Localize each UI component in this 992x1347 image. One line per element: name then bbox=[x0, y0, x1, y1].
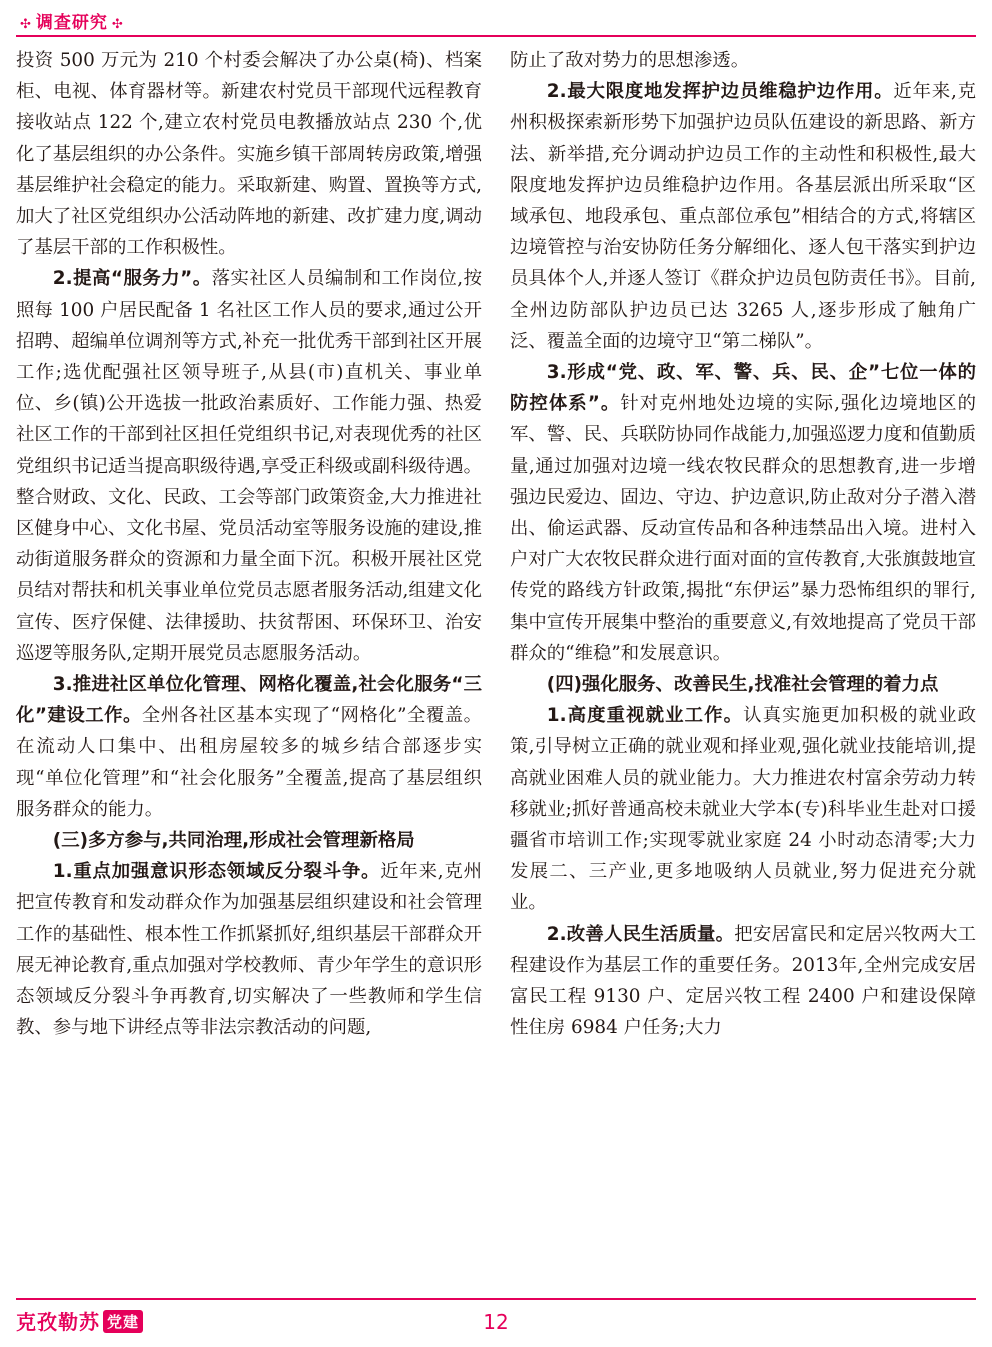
section-title bbox=[16, 8, 128, 33]
section-title-text: 调查研究 bbox=[35, 13, 108, 33]
paragraph: 防止了敌对势力的思想渗透。 bbox=[510, 50, 750, 71]
paragraph bbox=[16, 669, 482, 825]
header-rule bbox=[16, 35, 976, 37]
paragraph-heading: 2.提高“服务力”。 bbox=[52, 268, 212, 290]
journal-brand-name: 克孜勒苏 bbox=[16, 1310, 100, 1334]
left-column bbox=[16, 45, 482, 1260]
paragraph bbox=[16, 856, 482, 1043]
paragraph bbox=[16, 263, 482, 669]
paragraph-heading: 3.推进社区单位化管理、网格化覆盖,社会化服务“三化”建设工作。 bbox=[16, 674, 482, 727]
paragraph bbox=[510, 700, 976, 918]
ornament-icon: ✣ bbox=[111, 17, 124, 32]
paragraph bbox=[510, 76, 976, 357]
paragraph-heading: 3.形成“党、政、军、警、兵、民、企”七位一体的防控体系”。 bbox=[510, 362, 976, 415]
ornament-icon: ✣ bbox=[20, 17, 32, 32]
paragraph-body: 认真实施更加积极的就业政策,引导树立正确的就业观和择业观,强化就业技能培训,提高就业困难人员的就业能力。大力推进农村富余劳动力转移就业;抓好普通高校未就业大学本(专)科毕业生赴对口援疆省市培训工作;实现零就业家庭 24 小时动态清零;大力发展二、三产业,更多地吸纳人员就业,努力促进充分就业。 bbox=[510, 705, 976, 914]
right-column bbox=[510, 45, 976, 1260]
page-number: 12 bbox=[483, 1310, 509, 1334]
paragraph-body: 近年来,克州积极探索新形势下加强护边员队伍建设的新思路、新方法、新举措,充分调动护边员工作的主动性和积极性,最大限度地发挥护边员维稳护边作用。各基层派出所采取“区域承包、地段承包、重点部位承包”相结合的方式,将辖区边境管控与治安协防任务分解细化、逐人包干落实到护边员具体个人,并逐人签订《群众护边员包防责任书》。目前,全州边防部队护边员已达 3265 人,逐步形成了触角广泛、覆盖全面的边境守卫“第二梯队”。 bbox=[510, 81, 976, 352]
paragraph bbox=[510, 357, 976, 669]
paragraph-heading: 2.最大限度地发挥护边员维稳护边作用。 bbox=[546, 81, 894, 103]
section-heading: (四)强化服务、改善民生,找准社会管理的着力点 bbox=[546, 674, 939, 696]
paragraph-body: 全州各社区基本实现了“网格化”全覆盖。在流动人口集中、出租房屋较多的城乡结合部逐步实现“单位化管理”和“社会化服务”全覆盖,提高了基层组织服务群众的能力。 bbox=[16, 705, 482, 820]
paragraph bbox=[510, 919, 976, 1044]
journal-brand-tag: 党建 bbox=[103, 1310, 143, 1333]
paragraph-heading: 2.改善人民生活质量。 bbox=[546, 923, 735, 945]
paragraph-body: 针对克州地处边境的实际,强化边境地区的军、警、民、兵联防协同作战能力,加强巡逻力度和值勤质量,通过加强对边境一线农牧民群众的思想教育,进一步增强边民爱边、固边、守边、护边意识,防止敌对分子潜入潜出、偷运武器、反动宣传品和各种违禁品出入境。进村入户对广大农牧民群众进行面对面的宣传教育,大张旗鼓地宣传党的路线方针政策,揭批“东伊运”暴力恐怖组织的罪行,集中宣传开展集中整治的重要意义,有效地提高了党员干部群众的“维稳”和发展意识。 bbox=[510, 393, 976, 664]
paragraph-heading: 1.重点加强意识形态领域反分裂斗争。 bbox=[52, 861, 381, 883]
paragraph-body: 把安居富民和定居兴牧两大工程建设作为基层工作的重要任务。2013年,全州完成安居富民工程 9130 户、定居兴牧工程 2400 户和建设保障性住房 6984 户任务;大力 bbox=[510, 923, 976, 1039]
footer-rule bbox=[16, 1298, 976, 1300]
paragraph-heading: 1.高度重视就业工作。 bbox=[546, 705, 744, 727]
section-heading: (三)多方参与,共同治理,形成社会管理新格局 bbox=[52, 830, 415, 852]
paragraph-body: 近年来,克州把宣传教育和发动群众作为加强基层组织建设和社会管理工作的基础性、根本性工作抓紧抓好,组织基层干部群众开展无神论教育,重点加强对学校教师、青少年学生的意识形态领域反分裂斗争再教育,切实解决了一些教师和学生信教、参与地下讲经点等非法宗教活动的问题, bbox=[16, 861, 482, 1039]
paragraph: 投资 500 万元为 210 个村委会解决了办公桌(椅)、档案柜、电视、体育器材等。新建农村党员干部现代远程教育接收站点 122 个,建立农村党员电教播放站点 230 个,优化了基层组织的办公条件。实施乡镇干部周转房政策,增强基层维护社会稳定的能力。采取新建、购置、置换等方式,加大了社区党组织办公活动阵地的新建、改扩建力度,调动了基层干部的工作积极性。 bbox=[16, 50, 482, 259]
page-header bbox=[0, 0, 992, 38]
paragraph-body: 落实社区人员编制和工作岗位,按照每 100 户居民配备 1 名社区工作人员的要求,通过公开招聘、超编单位调剂等方式,补充一批优秀干部到社区开展工作;选优配强社区领导班子,从县(市)直机关、事业单位、乡(镇)公开选拔一批政治素质好、工作能力强、热爱社区工作的干部到社区担任党组织书记,对表现优秀的社区党组织书记适当提高职级待遇,享受正科级或副科级待遇。整合财政、文化、民政、工会等部门政策资金,大力推进社区健身中心、文化书屋、党员活动室等服务设施的建设,推动街道服务群众的资源和力量全面下沉。积极开展社区党员结对帮扶和机关事业单位党员志愿者服务活动,组建文化宣传、医疗保健、法律援助、扶贫帮困、环保环卫、治安巡逻等服务队,定期开展党员志愿服务活动。 bbox=[16, 268, 482, 664]
